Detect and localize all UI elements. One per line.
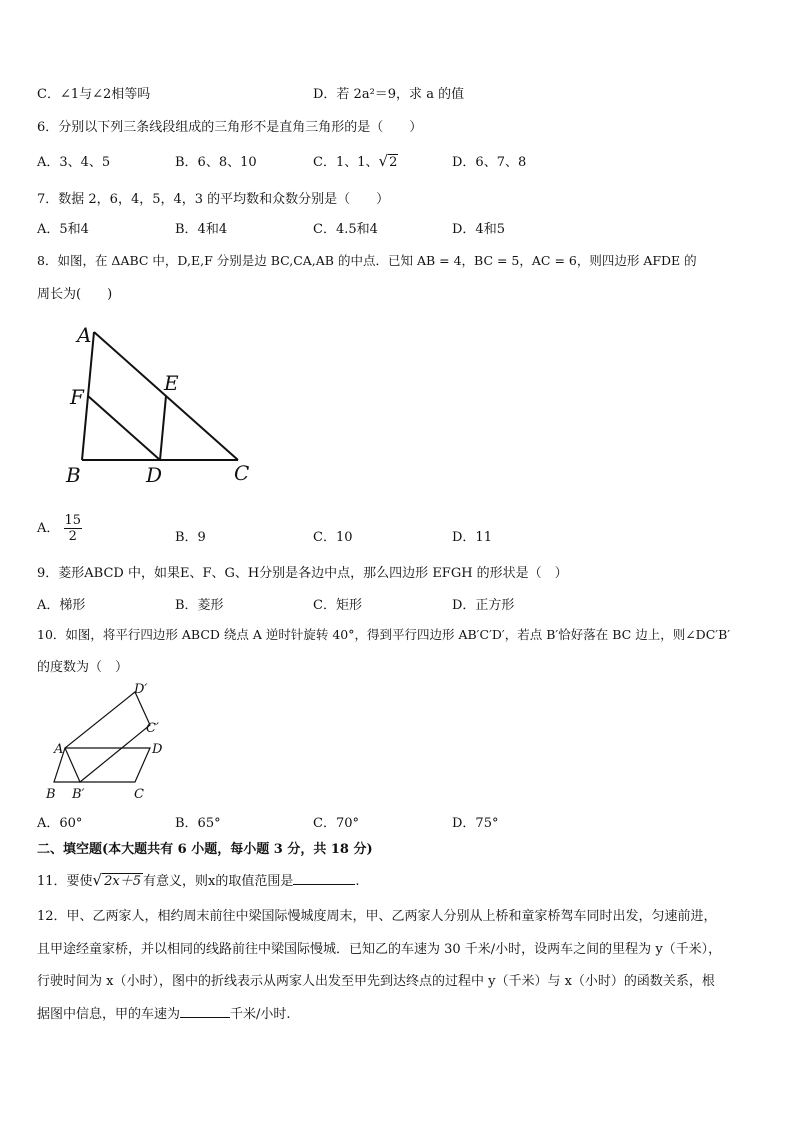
q6-option-a: A．3、4、5 [37, 155, 111, 170]
q11-radicand: 2x＋5 [104, 874, 141, 889]
q8-stem-line1: 8．如图，在 ΔABC 中，D,E,F 分别是边 BC,CA,AB 的中点．已知 AB = 4，BC = 5，AC = 6，则四边形 AFDE 的 [37, 253, 697, 268]
label-d: D [152, 742, 163, 757]
q8-option-c: C．10 [313, 530, 353, 545]
label-c: C [134, 787, 144, 802]
q12-line4 [37, 1003, 291, 1022]
parallelogram-ab-prime-c-prime-d-prime [65, 692, 150, 782]
q11-end: . [355, 874, 360, 889]
q9-option-a: A．梯形 [37, 598, 86, 613]
sqrt-symbol: √ [378, 152, 389, 170]
q9-option-d: D．正方形 [452, 598, 515, 613]
q8-stem-line2: 周长为( ) [37, 287, 113, 302]
label-b: B [66, 463, 81, 487]
q8-option-b: B．9 [175, 530, 206, 545]
q10-option-b: B．65° [175, 816, 221, 831]
q7-option-c: C．4.5和4 [313, 222, 378, 237]
q12-line4-prefix: 据图中信息，甲的车速为 [37, 1007, 181, 1022]
q9-option-c: C．矩形 [313, 598, 362, 613]
q12-line4-suffix: 千米/小时. [230, 1007, 291, 1022]
parallelogram-abcd [54, 748, 150, 782]
label-c: C [234, 461, 250, 485]
q8-option-a [37, 513, 82, 544]
label-e: E [164, 371, 179, 395]
q6-stem: 6．分别以下列三条线段组成的三角形不是直角三角形的是（ ） [37, 120, 423, 135]
label-c-prime: C′ [146, 721, 159, 736]
q12-line3: 行驶时间为 x（小时），图中的折线表示从两家人出发至甲先到达终点的过程中 y（千米）与 x（小时）的函数关系，根 [37, 974, 715, 989]
q10-option-c: C．70° [313, 816, 359, 831]
q12-line1: 12．甲、乙两家人，相约周末前往中梁国际慢城度周末，甲、乙两家人分别从上桥和童家桥驾车同时出发，匀速前进， [37, 909, 717, 924]
label-b: B [46, 787, 56, 802]
q10-parallelogram-figure [40, 680, 180, 805]
q8-option-a-prefix: A． [37, 521, 60, 536]
label-d: D [146, 463, 163, 487]
q10-option-a: A．60° [37, 816, 83, 831]
q11-suffix: 有意义，则x的取值范围是 [142, 874, 294, 889]
q10-option-d: D．75° [452, 816, 499, 831]
q6-option-c-radicand: 2 [389, 155, 398, 170]
q9-option-b: B．菱形 [175, 598, 224, 613]
q8-triangle-figure [60, 318, 260, 493]
q12-line2: 且甲途经童家桥，并以相同的线路前往中梁国际慢城．已知乙的车速为 30 千米/小时，设两车之间的里程为 y（千米）， [37, 942, 722, 957]
label-f: F [70, 385, 84, 409]
section-heading-fill-in: 二、填空题(本大题共有 6 小题，每小题 3 分，共 18 分) [37, 842, 373, 857]
q6-option-d: D．6、7、8 [452, 155, 527, 170]
segment-fd [88, 396, 160, 460]
q9-stem: 9．菱形ABCD 中，如果E、F、G、H分别是各边中点，那么四边形 EFGH 的形状是（ ） [37, 566, 568, 581]
segment-ed [160, 396, 166, 460]
q5-option-d: D．若 2a²＝9，求 a 的值 [313, 87, 465, 102]
label-a: A [77, 323, 92, 347]
q5-option-c: C．∠1与∠2相等吗 [37, 87, 151, 102]
q10-stem-line1: 10．如图，将平行四边形 ABCD 绕点 A 逆时针旋转 40°，得到平行四边形 AB′C′D′，若点 B′恰好落在 BC 边上，则∠DC′B′ [37, 627, 731, 642]
q11-stem [37, 870, 359, 889]
q11-answer-blank [293, 872, 355, 885]
q7-option-a: A．5和4 [37, 222, 89, 237]
label-d-prime: D′ [134, 682, 148, 697]
q12-answer-blank [180, 1005, 230, 1018]
q7-option-d: D．4和5 [452, 222, 505, 237]
sqrt-symbol: √ [92, 871, 103, 889]
q8-option-a-fraction [64, 513, 83, 544]
q6-option-c [313, 151, 398, 170]
q6-option-c-prefix: C．1、1、 [313, 155, 379, 170]
label-b-prime: B′ [72, 787, 85, 802]
label-a: A [54, 742, 64, 757]
fraction-numerator: 15 [64, 513, 82, 528]
q7-option-b: B．4和4 [175, 222, 228, 237]
q6-option-b: B．6、8、10 [175, 155, 257, 170]
q7-stem: 7．数据 2，6，4，5，4，3 的平均数和众数分别是（ ） [37, 192, 390, 207]
q11-prefix: 11．要使 [37, 874, 93, 889]
fraction-denominator: 2 [68, 529, 77, 544]
q8-option-d: D．11 [452, 530, 492, 545]
q10-stem-line2: 的度数为（ ） [37, 660, 129, 675]
